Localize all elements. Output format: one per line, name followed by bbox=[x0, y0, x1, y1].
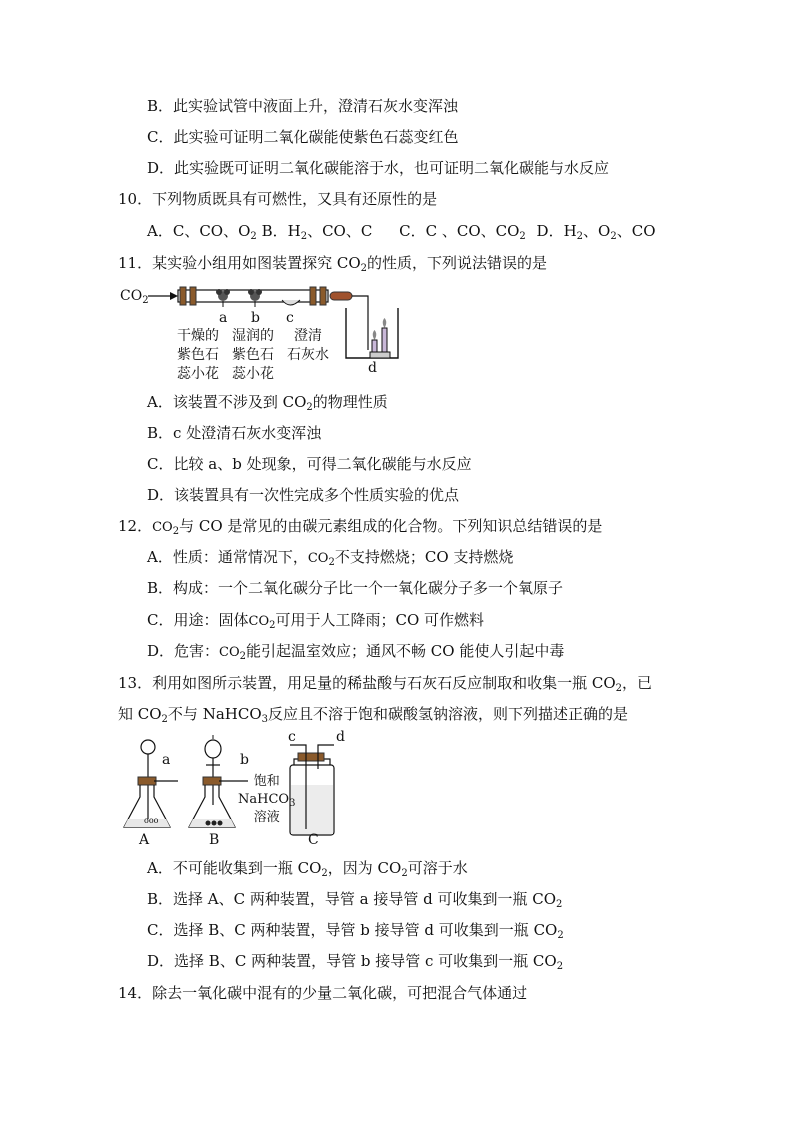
point-label-a: a bbox=[219, 310, 228, 326]
q11-option-b: B．c 处澄清石灰水变浑浊 bbox=[147, 424, 322, 442]
q13-option-c: C．选择 B、C 两种装置，导管 b 接导管 d 可收集到一瓶 $CO_2$ bbox=[147, 921, 564, 941]
q10-stem: 10．下列物质既具有可燃性，又具有还原性的是 bbox=[118, 190, 438, 208]
q11-desc-c: 澄清 石灰水 bbox=[287, 328, 329, 363]
q13-option-b: B．选择 A、C 两种装置，导管 a 接导管 d 可收集到一瓶 $CO_2$ bbox=[147, 890, 563, 910]
q11-desc-b: 湿润的 紫色石 蕊小花 bbox=[232, 328, 274, 382]
q12-option-a: A．性质：通常情况下，$CO_2$不支持燃烧；CO 支持燃烧 bbox=[147, 548, 514, 568]
point-label-d: d bbox=[368, 360, 377, 376]
q14-stem: 14．除去一氧化碳中混有的少量二氧化碳，可把混合气体通过 bbox=[118, 984, 528, 1002]
q10-option-c: C．C 、CO、$CO_2$ bbox=[399, 222, 526, 242]
q10-options bbox=[147, 221, 656, 241]
q11-desc-a: 干燥的 紫色石 蕊小花 bbox=[177, 328, 219, 382]
apparatus-label-c: C bbox=[308, 832, 319, 848]
apparatus-label-a: A bbox=[139, 832, 150, 848]
q10-option-d: D．$H_2$、$O_2$、CO bbox=[536, 222, 656, 242]
svg-text:ooo: ooo bbox=[144, 816, 159, 825]
point-label-c: c bbox=[286, 310, 294, 326]
q13-option-d: D．选择 B、C 两种装置，导管 b 接导管 c 可收集到一瓶 $CO_2$ bbox=[147, 952, 564, 972]
q12-option-c: C．用途：固体$CO_2$可用于人工降雨；CO 可作燃料 bbox=[147, 611, 485, 631]
solution-label: 饱和 NaHCO$_3$ 溶液 bbox=[238, 774, 296, 825]
q13-apparatus-figure bbox=[118, 729, 358, 850]
tube-label-b: b bbox=[240, 752, 249, 768]
tube-label-c: c bbox=[288, 729, 296, 745]
apparatus-c bbox=[290, 745, 334, 835]
q11-option-c: C．比较 a、b 处现象，可得二氧化碳能与水反应 bbox=[147, 455, 472, 473]
tube-label-d: d bbox=[336, 729, 345, 745]
q13-stem-line1: 13．利用如图所示装置，用足量的稀盐酸与石灰石反应制取和收集一瓶 $CO_2$，已 bbox=[118, 674, 653, 694]
question-number: 11． bbox=[118, 254, 153, 272]
q9-option-c: C．此实验可证明二氧化碳能使紫色石蕊变红色 bbox=[147, 128, 459, 146]
q13-option-a: A．不可能收集到一瓶 $CO_2$，因为 $CO_2$可溶于水 bbox=[147, 859, 468, 879]
q9-option-b: B．此实验试管中液面上升，澄清石灰水变浑浊 bbox=[147, 97, 459, 115]
question-number: 10． bbox=[118, 190, 153, 208]
q10-option-b: B．$H_2$、CO、C bbox=[261, 222, 373, 242]
q9-option-d: D．此实验既可证明二氧化碳能溶于水，也可证明二氧化碳能与水反应 bbox=[147, 159, 610, 177]
tube-label-a: a bbox=[162, 752, 171, 768]
q11-option-a: A．该装置不涉及到 $CO_2$的物理性质 bbox=[147, 393, 388, 413]
q12-stem: 12．$CO_2$与 CO 是常见的由碳元素组成的化合物。下列知识总结错误的是 bbox=[118, 517, 603, 537]
point-label-b: b bbox=[251, 310, 260, 326]
q11-stem: 11．某实验小组用如图装置探究 $CO_2$的性质，下列说法错误的是 bbox=[118, 254, 548, 274]
question-number: 13． bbox=[118, 674, 153, 692]
question-number: 12． bbox=[118, 517, 153, 535]
q12-option-d: D．危害：$CO_2$能引起温室效应；通风不畅 CO 能使人引起中毒 bbox=[147, 642, 565, 662]
q12-option-b: B．构成：一个二氧化碳分子比一个一氧化碳分子多一个氧原子 bbox=[147, 579, 564, 597]
q10-option-a: A．C、CO、$O_2$ bbox=[147, 222, 257, 242]
question-number: 14． bbox=[118, 984, 153, 1002]
co2-inlet-label: $CO_2$ bbox=[120, 288, 149, 306]
q13-stem-line2: 知 $CO_2$不与 NaHCO$_3$反应且不溶于饱和碳酸氢钠溶液，则下列描述正确的是 bbox=[118, 705, 629, 725]
apparatus-label-b: B bbox=[209, 832, 220, 848]
q11-option-d: D．该装置具有一次性完成多个性质实验的优点 bbox=[147, 486, 460, 504]
